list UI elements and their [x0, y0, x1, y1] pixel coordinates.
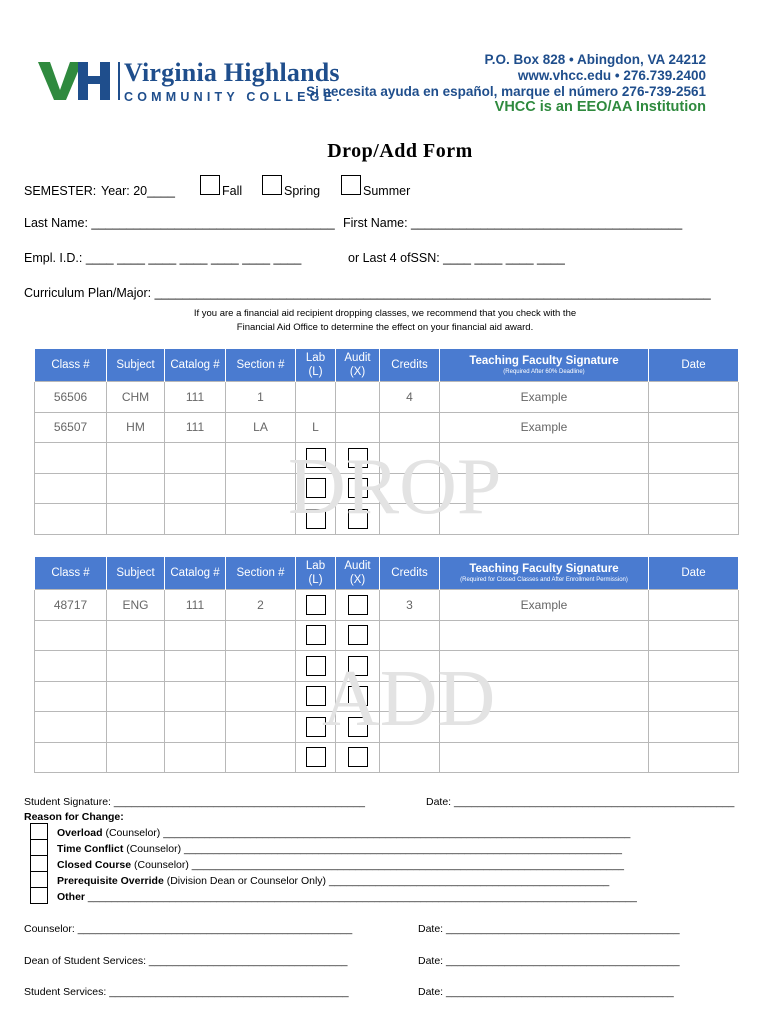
table-row [35, 712, 739, 743]
lab-checkbox[interactable] [306, 686, 326, 706]
col-faculty-signature: Teaching Faculty Signature (Required for Closed Classes and After Enrollment Permission) [440, 557, 649, 590]
audit-checkbox[interactable] [348, 595, 368, 615]
audit-checkbox[interactable] [348, 747, 368, 767]
drop-watermark: DROP [288, 443, 502, 531]
lab-checkbox[interactable] [306, 656, 326, 676]
audit-checkbox[interactable] [348, 625, 368, 645]
empl-id-field[interactable]: Empl. I.D.: ____ ____ ____ ____ ____ ____ ____ [24, 251, 302, 265]
audit-checkbox[interactable] [348, 448, 368, 468]
reason-overload: Overload (Counselor) ________________________________________________________________________________ [57, 827, 631, 839]
spanish-line: Si necesita ayuda en español, marque el número 276-739-2561 [306, 84, 706, 99]
audit-cell[interactable] [336, 382, 380, 413]
prerequisite-override-checkbox[interactable] [30, 871, 48, 888]
credits-cell[interactable] [380, 412, 440, 443]
table-row [35, 651, 739, 682]
student-services-field[interactable]: Student Services: _________________________________________ [24, 986, 349, 998]
table-row [35, 443, 739, 474]
col-audit: Audit (X) [336, 557, 380, 590]
credits-cell[interactable]: 3 [380, 590, 440, 621]
reason-time-conflict: Time Conflict (Counselor) ___________________________________________________________________________ [57, 843, 622, 855]
lab-cell[interactable]: L [296, 412, 336, 443]
table-row [35, 412, 739, 443]
logo-divider [118, 62, 120, 100]
date-cell[interactable] [649, 590, 739, 621]
ssn-field[interactable]: or Last 4 ofSSN: ____ ____ ____ ____ [348, 251, 565, 265]
form-title: Drop/Add Form [327, 140, 473, 162]
class-number-cell[interactable]: 56506 [35, 382, 107, 413]
audit-checkbox[interactable] [348, 686, 368, 706]
address: P.O. Box 828 • Abingdon, VA 24212 [484, 52, 706, 67]
lab-checkbox[interactable] [306, 717, 326, 737]
subject-cell[interactable]: HM [107, 412, 165, 443]
date-cell[interactable] [649, 412, 739, 443]
year-field[interactable]: Year: 20____ [101, 184, 175, 198]
financial-aid-note-line2: Financial Aid Office to determine the effect on your financial aid award. [236, 322, 534, 333]
audit-checkbox[interactable] [348, 509, 368, 529]
audit-cell[interactable] [336, 412, 380, 443]
eeo-line: VHCC is an EEO/AA Institution [494, 99, 706, 115]
col-credits: Credits [380, 557, 440, 590]
lab-checkbox[interactable] [306, 595, 326, 615]
table-row [35, 473, 739, 504]
audit-checkbox[interactable] [348, 717, 368, 737]
time-conflict-checkbox[interactable] [30, 839, 48, 856]
lab-checkbox[interactable] [306, 448, 326, 468]
section-cell[interactable]: 1 [226, 382, 296, 413]
class-number-cell[interactable]: 48717 [35, 590, 107, 621]
student-signature-date[interactable]: Date: ________________________________________________ [426, 796, 735, 808]
reason-closed-course: Closed Course (Counselor) __________________________________________________________________________ [57, 859, 624, 871]
lab-checkbox[interactable] [306, 509, 326, 529]
col-faculty-signature: Teaching Faculty Signature (Required After 60% Deadline) [440, 349, 649, 382]
financial-aid-note-line1: If you are a financial aid recipient dropping classes, we recommend that you check with the [193, 308, 577, 319]
table-row [35, 590, 739, 621]
lab-checkbox[interactable] [306, 625, 326, 645]
semester-label: SEMESTER: [24, 184, 97, 198]
first-name-field[interactable]: First Name: _______________________________________ [343, 216, 683, 230]
counselor-field[interactable]: Counselor: _______________________________________________ [24, 923, 353, 935]
signature-cell[interactable]: Example [440, 590, 649, 621]
add-watermark: ADD [322, 655, 496, 743]
table-row [35, 681, 739, 712]
drop-table [34, 349, 739, 535]
col-class-number: Class # [35, 557, 107, 590]
col-audit: Audit (X) [336, 349, 380, 382]
drop-table-header [35, 349, 739, 382]
credits-cell[interactable]: 4 [380, 382, 440, 413]
col-catalog: Catalog # [165, 557, 226, 590]
col-subject: Subject [107, 349, 165, 382]
col-lab: Lab (L) [296, 349, 336, 382]
col-catalog: Catalog # [165, 349, 226, 382]
lab-checkbox[interactable] [306, 747, 326, 767]
summer-label: Summer [363, 184, 411, 198]
class-number-cell[interactable]: 56507 [35, 412, 107, 443]
catalog-cell[interactable]: 111 [165, 590, 226, 621]
signature-cell[interactable]: Example [440, 382, 649, 413]
col-credits: Credits [380, 349, 440, 382]
curriculum-field[interactable]: Curriculum Plan/Major: ________________________________________________________________________________ [24, 286, 711, 300]
student-signature-field[interactable]: Student Signature: ___________________________________________ [24, 796, 365, 808]
web-phone: www.vhcc.edu • 276.739.2400 [517, 68, 706, 83]
col-date: Date [649, 349, 739, 382]
other-checkbox[interactable] [30, 887, 48, 904]
counselor-date[interactable]: Date: ________________________________________ [418, 923, 680, 935]
overload-checkbox[interactable] [30, 823, 48, 840]
subject-cell[interactable]: ENG [107, 590, 165, 621]
vhcc-logo-mark [38, 58, 114, 102]
catalog-cell[interactable]: 111 [165, 412, 226, 443]
add-table-header [35, 557, 739, 590]
audit-checkbox[interactable] [348, 656, 368, 676]
reason-label: Reason for Change: [24, 811, 124, 823]
lab-checkbox[interactable] [306, 478, 326, 498]
spring-checkbox[interactable] [262, 175, 282, 195]
section-cell[interactable]: 2 [226, 590, 296, 621]
fall-checkbox[interactable] [200, 175, 220, 195]
subject-cell[interactable]: CHM [107, 382, 165, 413]
section-cell[interactable]: LA [226, 412, 296, 443]
date-cell[interactable] [649, 382, 739, 413]
add-table [34, 557, 739, 773]
col-lab: Lab (L) [296, 557, 336, 590]
college-subtitle: COMMUNITY COLLEGE. [124, 90, 344, 104]
col-section: Section # [226, 557, 296, 590]
lab-cell[interactable] [296, 382, 336, 413]
spring-label: Spring [284, 184, 321, 198]
dean-field[interactable]: Dean of Student Services: __________________________________ [24, 955, 348, 967]
audit-checkbox[interactable] [348, 478, 368, 498]
table-row [35, 742, 739, 773]
table-row [35, 620, 739, 651]
last-name-field[interactable]: Last Name: ___________________________________ [24, 216, 335, 230]
fall-label: Fall [222, 184, 243, 198]
signature-cell[interactable]: Example [440, 412, 649, 443]
reason-prerequisite-override: Prerequisite Override (Division Dean or Counselor Only) ________________________________________________ [57, 875, 610, 887]
table-row [35, 382, 739, 413]
col-subject: Subject [107, 557, 165, 590]
col-class-number: Class # [35, 349, 107, 382]
college-name: Virginia Highlands [124, 58, 340, 87]
closed-course-checkbox[interactable] [30, 855, 48, 872]
catalog-cell[interactable]: 111 [165, 382, 226, 413]
summer-checkbox[interactable] [341, 175, 361, 195]
col-section: Section # [226, 349, 296, 382]
student-services-date[interactable]: Date: _______________________________________ [418, 986, 674, 998]
col-date: Date [649, 557, 739, 590]
table-row [35, 504, 739, 535]
reason-other: Other ______________________________________________________________________________________________ [57, 891, 637, 903]
dean-date[interactable]: Date: ________________________________________ [418, 955, 680, 967]
